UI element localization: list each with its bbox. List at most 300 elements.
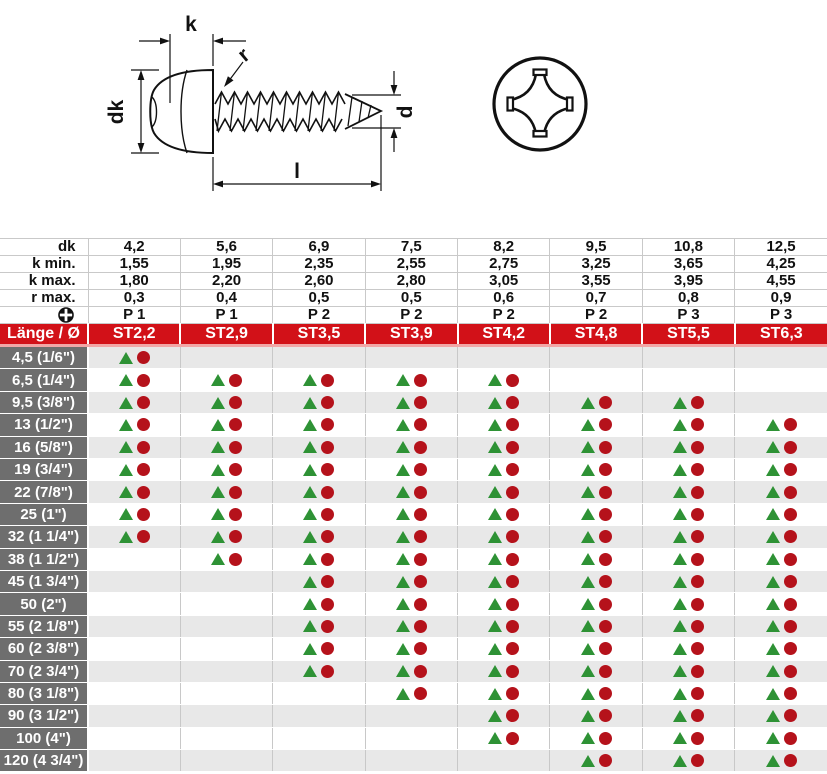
availability-cell	[365, 593, 457, 615]
green-triangle-marker	[766, 643, 780, 655]
availability-cell	[365, 391, 457, 413]
red-circle-marker	[691, 530, 704, 543]
red-circle-marker	[137, 530, 150, 543]
availability-cell	[735, 458, 827, 480]
size-column-header: ST4,2	[458, 324, 550, 346]
length-label: 50 (2")	[0, 593, 88, 615]
length-row	[0, 660, 827, 682]
availability-cell	[735, 436, 827, 458]
green-triangle-marker	[396, 576, 410, 588]
availability-cell	[642, 727, 734, 749]
availability-cell	[88, 481, 180, 503]
red-circle-marker	[506, 709, 519, 722]
availability-cell	[273, 458, 365, 480]
spec-value: 0,3	[88, 290, 180, 307]
availability-cell	[273, 548, 365, 570]
availability-cell	[88, 391, 180, 413]
availability-cell	[735, 705, 827, 727]
availability-cell	[365, 414, 457, 436]
red-circle-marker	[599, 709, 612, 722]
availability-cell	[88, 638, 180, 660]
green-triangle-marker	[581, 531, 595, 543]
length-label: 13 (1/2")	[0, 414, 88, 436]
red-circle-marker	[784, 598, 797, 611]
green-triangle-marker	[488, 441, 502, 453]
availability-cell	[273, 682, 365, 704]
green-triangle-marker	[488, 598, 502, 610]
red-circle-marker	[784, 486, 797, 499]
availability-cell	[180, 638, 272, 660]
red-circle-marker	[691, 553, 704, 566]
length-label: 6,5 (1/4")	[0, 369, 88, 391]
availability-cell	[88, 593, 180, 615]
spec-value: 9,5	[550, 239, 642, 256]
availability-cell	[273, 638, 365, 660]
dim-label-r: r	[233, 43, 255, 67]
availability-cell	[642, 548, 734, 570]
availability-cell	[642, 660, 734, 682]
availability-cell	[365, 615, 457, 637]
availability-cell	[642, 593, 734, 615]
availability-cell	[550, 727, 642, 749]
green-triangle-marker	[303, 598, 317, 610]
availability-cell	[273, 481, 365, 503]
red-circle-marker	[321, 508, 334, 521]
green-triangle-marker	[673, 441, 687, 453]
length-label: 45 (1 3/4")	[0, 570, 88, 592]
availability-cell	[180, 750, 272, 772]
red-circle-marker	[691, 598, 704, 611]
size-column-header: ST2,9	[180, 324, 272, 346]
dim-k-lines	[139, 34, 246, 103]
red-circle-marker	[784, 575, 797, 588]
green-triangle-marker	[119, 486, 133, 498]
green-triangle-marker	[303, 374, 317, 386]
length-row	[0, 705, 827, 727]
red-circle-marker	[321, 396, 334, 409]
availability-cell	[88, 436, 180, 458]
availability-cell	[550, 503, 642, 525]
availability-cell	[365, 705, 457, 727]
availability-cell	[458, 369, 550, 391]
green-triangle-marker	[488, 620, 502, 632]
red-circle-marker	[321, 374, 334, 387]
red-circle-marker	[784, 642, 797, 655]
red-circle-marker	[599, 687, 612, 700]
green-triangle-marker	[581, 620, 595, 632]
green-triangle-marker	[488, 374, 502, 386]
dim-label-dk: dk	[105, 99, 128, 125]
length-row	[0, 570, 827, 592]
length-label: 60 (2 3/8")	[0, 638, 88, 660]
red-circle-marker	[784, 665, 797, 678]
red-circle-marker	[137, 396, 150, 409]
screw-head-inner-curve	[181, 70, 187, 153]
availability-cell	[273, 503, 365, 525]
green-triangle-marker	[766, 419, 780, 431]
green-triangle-marker	[766, 620, 780, 632]
red-circle-marker	[599, 754, 612, 767]
spec-value: 4,55	[735, 273, 827, 290]
green-triangle-marker	[303, 508, 317, 520]
length-row	[0, 391, 827, 413]
spec-row-label: r max.	[0, 290, 88, 307]
availability-cell	[458, 436, 550, 458]
spec-value: 0,5	[365, 290, 457, 307]
table-body	[0, 239, 827, 772]
availability-cell	[88, 369, 180, 391]
length-row	[0, 346, 827, 369]
green-triangle-marker	[211, 508, 225, 520]
green-triangle-marker	[396, 486, 410, 498]
red-circle-marker	[229, 553, 242, 566]
availability-cell	[365, 660, 457, 682]
availability-cell	[458, 548, 550, 570]
dim-label-d: d	[394, 105, 417, 119]
red-circle-marker	[414, 418, 427, 431]
green-triangle-marker	[303, 441, 317, 453]
availability-cell	[642, 481, 734, 503]
availability-cell	[458, 526, 550, 548]
length-label: 19 (3/4")	[0, 458, 88, 480]
green-triangle-marker	[488, 397, 502, 409]
green-triangle-marker	[119, 419, 133, 431]
length-row	[0, 481, 827, 503]
availability-cell	[180, 570, 272, 592]
spec-value: 0,8	[642, 290, 734, 307]
green-triangle-marker	[673, 710, 687, 722]
length-label: 9,5 (3/8")	[0, 391, 88, 413]
red-circle-marker	[137, 374, 150, 387]
green-triangle-marker	[396, 620, 410, 632]
availability-cell	[273, 593, 365, 615]
availability-cell	[642, 570, 734, 592]
green-triangle-marker	[396, 665, 410, 677]
green-triangle-marker	[766, 553, 780, 565]
red-circle-marker	[321, 553, 334, 566]
green-triangle-marker	[673, 576, 687, 588]
green-triangle-marker	[303, 576, 317, 588]
spec-value: 3,65	[642, 256, 734, 273]
spec-value: 0,9	[735, 290, 827, 307]
spec-row	[0, 239, 827, 256]
green-triangle-marker	[211, 531, 225, 543]
green-triangle-marker	[211, 397, 225, 409]
red-circle-marker	[414, 575, 427, 588]
availability-cell	[458, 705, 550, 727]
dim-k-arrow-right	[160, 38, 170, 45]
availability-cell	[550, 458, 642, 480]
spec-value: 3,25	[550, 256, 642, 273]
availability-cell	[642, 346, 734, 369]
spec-value: P 1	[88, 307, 180, 324]
green-triangle-marker	[673, 486, 687, 498]
availability-cell	[735, 615, 827, 637]
length-label: 80 (3 1/8")	[0, 682, 88, 704]
availability-cell	[365, 346, 457, 369]
availability-cell	[180, 526, 272, 548]
length-row	[0, 458, 827, 480]
red-circle-marker	[229, 396, 242, 409]
green-triangle-marker	[488, 486, 502, 498]
length-label: 32 (1 1/4")	[0, 526, 88, 548]
availability-cell	[735, 503, 827, 525]
green-triangle-marker	[488, 643, 502, 655]
availability-cell	[365, 638, 457, 660]
availability-cell	[365, 750, 457, 772]
availability-cell	[642, 682, 734, 704]
green-triangle-marker	[673, 665, 687, 677]
green-triangle-marker	[303, 486, 317, 498]
red-circle-marker	[784, 508, 797, 521]
length-row	[0, 615, 827, 637]
red-circle-marker	[229, 530, 242, 543]
availability-cell	[550, 548, 642, 570]
availability-cell	[180, 705, 272, 727]
availability-cell	[365, 682, 457, 704]
red-circle-marker	[137, 486, 150, 499]
spec-row	[0, 273, 827, 290]
green-triangle-marker	[766, 486, 780, 498]
availability-cell	[180, 615, 272, 637]
availability-cell	[458, 503, 550, 525]
green-triangle-marker	[211, 486, 225, 498]
green-triangle-marker	[673, 732, 687, 744]
red-circle-marker	[229, 441, 242, 454]
green-triangle-marker	[766, 576, 780, 588]
green-triangle-marker	[396, 553, 410, 565]
size-column-header: ST5,5	[642, 324, 734, 346]
availability-cell	[365, 570, 457, 592]
green-triangle-marker	[581, 688, 595, 700]
red-circle-marker	[414, 553, 427, 566]
red-circle-marker	[784, 553, 797, 566]
green-triangle-marker	[673, 397, 687, 409]
spec-value: 1,95	[180, 256, 272, 273]
spec-value: 2,80	[365, 273, 457, 290]
red-circle-marker	[599, 486, 612, 499]
availability-cell	[642, 503, 734, 525]
length-label: 55 (2 1/8")	[0, 615, 88, 637]
availability-cell	[273, 436, 365, 458]
spec-row-label: dk	[0, 239, 88, 256]
availability-cell	[735, 414, 827, 436]
availability-cell	[180, 391, 272, 413]
availability-cell	[458, 414, 550, 436]
availability-cell	[180, 548, 272, 570]
red-circle-marker	[506, 463, 519, 476]
availability-cell	[88, 526, 180, 548]
length-row	[0, 548, 827, 570]
dim-d-arrow-up	[391, 128, 398, 138]
green-triangle-marker	[396, 441, 410, 453]
red-circle-marker	[506, 530, 519, 543]
red-circle-marker	[414, 642, 427, 655]
spec-value: 4,2	[88, 239, 180, 256]
size-column-header: ST2,2	[88, 324, 180, 346]
availability-cell	[458, 682, 550, 704]
spec-row	[0, 307, 827, 324]
green-triangle-marker	[119, 464, 133, 476]
availability-cell	[88, 615, 180, 637]
red-circle-marker	[599, 418, 612, 431]
red-circle-marker	[784, 687, 797, 700]
availability-cell	[273, 570, 365, 592]
red-circle-marker	[506, 642, 519, 655]
red-circle-marker	[414, 508, 427, 521]
availability-cell	[735, 682, 827, 704]
green-triangle-marker	[303, 397, 317, 409]
availability-cell	[642, 391, 734, 413]
dim-dk-arrow-up	[138, 70, 145, 80]
availability-cell	[88, 750, 180, 772]
availability-cell	[642, 436, 734, 458]
length-label: 16 (5/8")	[0, 436, 88, 458]
spec-value: 10,8	[642, 239, 734, 256]
spec-value: 0,5	[273, 290, 365, 307]
red-circle-marker	[691, 418, 704, 431]
red-circle-marker	[137, 463, 150, 476]
green-triangle-marker	[488, 688, 502, 700]
red-circle-marker	[691, 642, 704, 655]
spec-value: 3,55	[550, 273, 642, 290]
availability-cell	[365, 548, 457, 570]
green-triangle-marker	[581, 643, 595, 655]
availability-cell	[550, 414, 642, 436]
availability-cell	[642, 526, 734, 548]
red-circle-marker	[137, 508, 150, 521]
green-triangle-marker	[211, 464, 225, 476]
red-circle-marker	[691, 486, 704, 499]
length-row	[0, 682, 827, 704]
red-circle-marker	[691, 620, 704, 633]
availability-cell	[642, 638, 734, 660]
green-triangle-marker	[488, 710, 502, 722]
availability-cell	[550, 705, 642, 727]
green-triangle-marker	[766, 755, 780, 767]
availability-cell	[88, 705, 180, 727]
availability-cell	[550, 682, 642, 704]
technical-drawing-area	[0, 0, 827, 238]
dim-dk-arrow-down	[138, 143, 145, 153]
green-triangle-marker	[673, 620, 687, 632]
green-triangle-marker	[581, 508, 595, 520]
availability-cell	[365, 503, 457, 525]
red-circle-marker	[506, 486, 519, 499]
red-circle-marker	[599, 441, 612, 454]
availability-cell	[88, 727, 180, 749]
availability-cell	[642, 458, 734, 480]
availability-cell	[642, 615, 734, 637]
green-triangle-marker	[488, 419, 502, 431]
red-circle-marker	[414, 530, 427, 543]
red-circle-marker	[321, 530, 334, 543]
availability-cell	[88, 570, 180, 592]
green-triangle-marker	[119, 508, 133, 520]
dim-l-arrow-right	[371, 181, 381, 188]
availability-cell	[550, 615, 642, 637]
green-triangle-marker	[673, 419, 687, 431]
availability-cell	[365, 481, 457, 503]
red-circle-marker	[599, 665, 612, 678]
length-label: 4,5 (1/6")	[0, 346, 88, 369]
red-circle-marker	[414, 598, 427, 611]
red-circle-marker	[784, 620, 797, 633]
spec-value: 3,05	[458, 273, 550, 290]
dim-k-arrow-left	[213, 38, 223, 45]
availability-cell	[550, 346, 642, 369]
red-circle-marker	[506, 687, 519, 700]
availability-cell	[180, 414, 272, 436]
green-triangle-marker	[673, 755, 687, 767]
size-column-header: ST3,5	[273, 324, 365, 346]
spec-value: 2,55	[365, 256, 457, 273]
availability-cell	[642, 705, 734, 727]
availability-cell	[458, 660, 550, 682]
red-circle-marker	[691, 396, 704, 409]
green-triangle-marker	[488, 576, 502, 588]
availability-cell	[88, 682, 180, 704]
red-circle-marker	[137, 418, 150, 431]
red-circle-marker	[691, 508, 704, 521]
green-triangle-marker	[211, 441, 225, 453]
length-row	[0, 414, 827, 436]
spec-value: P 2	[550, 307, 642, 324]
green-triangle-marker	[581, 486, 595, 498]
green-triangle-marker	[488, 665, 502, 677]
availability-cell	[273, 526, 365, 548]
red-circle-marker	[784, 418, 797, 431]
red-circle-marker	[137, 351, 150, 364]
green-triangle-marker	[581, 441, 595, 453]
red-circle-marker	[691, 463, 704, 476]
red-circle-marker	[229, 463, 242, 476]
green-triangle-marker	[766, 710, 780, 722]
green-triangle-marker	[211, 374, 225, 386]
spec-value: P 3	[735, 307, 827, 324]
red-circle-marker	[784, 754, 797, 767]
red-circle-marker	[691, 709, 704, 722]
availability-cell	[180, 727, 272, 749]
length-row	[0, 593, 827, 615]
spec-value: P 2	[458, 307, 550, 324]
red-circle-marker	[506, 508, 519, 521]
availability-cell	[180, 436, 272, 458]
spec-value: 0,6	[458, 290, 550, 307]
availability-cell	[180, 481, 272, 503]
red-circle-marker	[599, 732, 612, 745]
availability-cell	[365, 526, 457, 548]
red-circle-marker	[599, 508, 612, 521]
green-triangle-marker	[581, 419, 595, 431]
green-triangle-marker	[396, 464, 410, 476]
red-circle-marker	[321, 418, 334, 431]
availability-cell	[458, 615, 550, 637]
green-triangle-marker	[119, 397, 133, 409]
availability-cell	[735, 593, 827, 615]
green-triangle-marker	[303, 531, 317, 543]
spec-value: 5,6	[180, 239, 272, 256]
availability-cell	[458, 391, 550, 413]
availability-cell	[273, 750, 365, 772]
availability-cell	[88, 458, 180, 480]
green-triangle-marker	[581, 710, 595, 722]
red-circle-marker	[599, 530, 612, 543]
green-triangle-marker	[766, 464, 780, 476]
availability-cell	[180, 369, 272, 391]
green-triangle-marker	[396, 688, 410, 700]
dim-label-k: k	[185, 13, 197, 36]
